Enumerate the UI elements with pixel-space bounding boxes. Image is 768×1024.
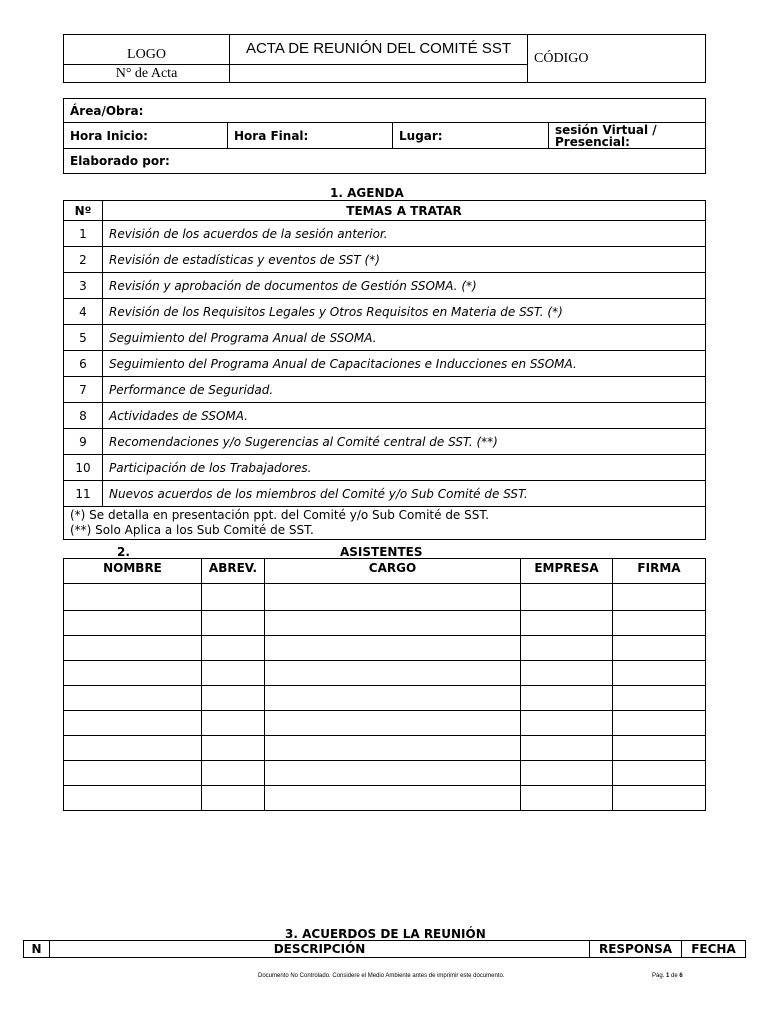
agenda-item-text: Revisión y aprobación de documentos de Gestión SSOMA. (*)	[103, 273, 706, 299]
agenda-section-label: AGENDA	[347, 186, 404, 200]
agreements-table	[23, 940, 746, 958]
agenda-section-number: 1.	[330, 186, 343, 200]
attendee-abrev-cell[interactable]	[202, 636, 265, 661]
agenda-row	[64, 299, 706, 325]
attendee-nombre-cell[interactable]	[64, 584, 202, 611]
agenda-note-2: (**) Solo Aplica a los Sub Comité de SST.	[70, 523, 314, 537]
sesion-field[interactable]	[549, 123, 706, 149]
page-total: 6	[679, 973, 683, 979]
agenda-item-text: Recomendaciones y/o Sugerencias al Comité central de SST. (**)	[103, 429, 706, 455]
agenda-item-text: Performance de Seguridad.	[103, 377, 706, 403]
agenda-item-number: 9	[64, 429, 103, 455]
page-current: 1	[666, 973, 670, 979]
attendee-cargo-cell[interactable]	[265, 711, 521, 736]
attendee-nombre-cell[interactable]	[64, 636, 202, 661]
agreements-col-responsa: RESPONSA	[590, 941, 682, 958]
footer-disclaimer: Documento No Controlado. Considere el Medio Ambiente antes de imprimir este documento.	[258, 973, 505, 979]
agenda-section-title	[330, 186, 404, 200]
attendee-nombre-cell[interactable]	[64, 661, 202, 686]
agenda-item-number: 10	[64, 455, 103, 481]
page-mid: de	[669, 973, 680, 979]
agenda-item-text: Seguimiento del Programa Anual de SSOMA.	[103, 325, 706, 351]
agenda-row	[64, 351, 706, 377]
attendee-row	[64, 736, 706, 761]
attendee-row	[64, 786, 706, 811]
attendee-empresa-cell[interactable]	[521, 584, 613, 611]
attendee-firma-cell[interactable]	[613, 584, 706, 611]
logo-placeholder: LOGO	[64, 35, 230, 65]
asistentes-section-number: 2.	[117, 545, 130, 559]
acta-number-value[interactable]	[230, 65, 528, 83]
attendee-cargo-cell[interactable]	[265, 686, 521, 711]
attendee-abrev-cell[interactable]	[202, 786, 265, 811]
elaborado-por-field[interactable]: Elaborado por:	[64, 149, 706, 174]
agenda-item-number: 3	[64, 273, 103, 299]
hora-inicio-field[interactable]: Hora Inicio:	[64, 123, 228, 149]
sesion-label-line1: sesión Virtual /	[555, 122, 657, 137]
attendee-row	[64, 611, 706, 636]
attendees-col-nombre: NOMBRE	[64, 559, 202, 584]
attendee-cargo-cell[interactable]	[265, 661, 521, 686]
agenda-notes	[64, 507, 706, 540]
attendee-firma-cell[interactable]	[613, 611, 706, 636]
code-label: CÓDIGO	[528, 35, 706, 83]
lugar-field[interactable]: Lugar:	[393, 123, 549, 149]
agenda-row	[64, 247, 706, 273]
attendee-row	[64, 761, 706, 786]
agenda-col-number: Nº	[64, 201, 103, 221]
agenda-item-text: Participación de los Trabajadores.	[103, 455, 706, 481]
agenda-row	[64, 481, 706, 507]
agenda-item-text: Revisión de los acuerdos de la sesión anterior.	[103, 221, 706, 247]
attendees-col-firma: FIRMA	[613, 559, 706, 584]
hora-final-field[interactable]: Hora Final:	[228, 123, 393, 149]
attendee-empresa-cell[interactable]	[521, 686, 613, 711]
attendee-nombre-cell[interactable]	[64, 711, 202, 736]
acta-number-label: N° de Acta	[64, 65, 230, 83]
agenda-row	[64, 455, 706, 481]
document-header	[63, 34, 706, 83]
attendee-row	[64, 636, 706, 661]
attendee-cargo-cell[interactable]	[265, 636, 521, 661]
agenda-row	[64, 429, 706, 455]
agenda-item-number: 11	[64, 481, 103, 507]
acuerdos-section-title	[285, 927, 486, 941]
attendee-abrev-cell[interactable]	[202, 661, 265, 686]
agenda-row	[64, 403, 706, 429]
attendee-firma-cell[interactable]	[613, 786, 706, 811]
attendee-abrev-cell[interactable]	[202, 584, 265, 611]
attendee-nombre-cell[interactable]	[64, 761, 202, 786]
agreements-col-n: N	[24, 941, 50, 958]
agenda-item-text: Nuevos acuerdos de los miembros del Comité y/o Sub Comité de SST.	[103, 481, 706, 507]
agenda-col-temas: TEMAS A TRATAR	[103, 201, 706, 221]
meeting-info-table	[63, 98, 706, 174]
attendees-col-abrev: ABREV.	[202, 559, 265, 584]
agenda-item-text: Actividades de SSOMA.	[103, 403, 706, 429]
attendees-table	[63, 558, 706, 811]
agenda-item-text: Revisión de estadísticas y eventos de SST (*)	[103, 247, 706, 273]
acuerdos-section-label: ACUERDOS DE LA REUNIÓN	[302, 927, 486, 941]
agenda-item-number: 8	[64, 403, 103, 429]
agenda-row	[64, 221, 706, 247]
attendee-row	[64, 661, 706, 686]
attendee-cargo-cell[interactable]	[265, 736, 521, 761]
attendee-empresa-cell[interactable]	[521, 761, 613, 786]
agenda-row	[64, 273, 706, 299]
attendee-abrev-cell[interactable]	[202, 736, 265, 761]
footer-page-number	[652, 973, 683, 979]
attendees-rows	[64, 584, 706, 811]
attendee-row	[64, 584, 706, 611]
agreements-col-descripcion: DESCRIPCIÓN	[50, 941, 590, 958]
asistentes-section-title: ASISTENTES	[340, 545, 423, 559]
agenda-row	[64, 377, 706, 403]
attendee-firma-cell[interactable]	[613, 686, 706, 711]
attendee-abrev-cell[interactable]	[202, 611, 265, 636]
area-obra-field[interactable]: Área/Obra:	[64, 99, 706, 123]
attendee-cargo-cell[interactable]	[265, 584, 521, 611]
document-title: ACTA DE REUNIÓN DEL COMITÉ SST	[230, 35, 528, 65]
attendee-row	[64, 686, 706, 711]
agenda-note-1: (*) Se detalla en presentación ppt. del Comité y/o Sub Comité de SST.	[70, 508, 490, 522]
attendee-firma-cell[interactable]	[613, 711, 706, 736]
attendee-empresa-cell[interactable]	[521, 711, 613, 736]
attendee-row	[64, 711, 706, 736]
attendee-empresa-cell[interactable]	[521, 661, 613, 686]
agreements-col-fecha: FECHA	[682, 941, 746, 958]
attendee-firma-cell[interactable]	[613, 736, 706, 761]
agenda-item-number: 7	[64, 377, 103, 403]
agenda-item-number: 1	[64, 221, 103, 247]
attendee-abrev-cell[interactable]	[202, 761, 265, 786]
attendee-empresa-cell[interactable]	[521, 636, 613, 661]
acuerdos-section-number: 3.	[285, 927, 298, 941]
attendee-empresa-cell[interactable]	[521, 736, 613, 761]
attendee-nombre-cell[interactable]	[64, 686, 202, 711]
agenda-table	[63, 200, 706, 540]
agenda-rows	[64, 221, 706, 507]
attendee-firma-cell[interactable]	[613, 761, 706, 786]
sesion-label-line2: Presencial:	[555, 134, 630, 149]
attendee-cargo-cell[interactable]	[265, 761, 521, 786]
attendee-cargo-cell[interactable]	[265, 611, 521, 636]
attendee-abrev-cell[interactable]	[202, 711, 265, 736]
attendee-firma-cell[interactable]	[613, 661, 706, 686]
agenda-item-number: 2	[64, 247, 103, 273]
attendee-empresa-cell[interactable]	[521, 611, 613, 636]
page-prefix: Pág.	[652, 973, 667, 979]
attendee-empresa-cell[interactable]	[521, 786, 613, 811]
agenda-item-number: 5	[64, 325, 103, 351]
attendee-nombre-cell[interactable]	[64, 611, 202, 636]
attendee-firma-cell[interactable]	[613, 636, 706, 661]
attendees-col-empresa: EMPRESA	[521, 559, 613, 584]
attendee-nombre-cell[interactable]	[64, 736, 202, 761]
agenda-item-number: 6	[64, 351, 103, 377]
attendees-col-cargo: CARGO	[265, 559, 521, 584]
agenda-item-number: 4	[64, 299, 103, 325]
agenda-item-text: Revisión de los Requisitos Legales y Otros Requisitos en Materia de SST. (*)	[103, 299, 706, 325]
attendee-abrev-cell[interactable]	[202, 686, 265, 711]
attendee-cargo-cell[interactable]	[265, 786, 521, 811]
agenda-item-text: Seguimiento del Programa Anual de Capacitaciones e Inducciones en SSOMA.	[103, 351, 706, 377]
attendee-nombre-cell[interactable]	[64, 786, 202, 811]
agenda-row	[64, 325, 706, 351]
